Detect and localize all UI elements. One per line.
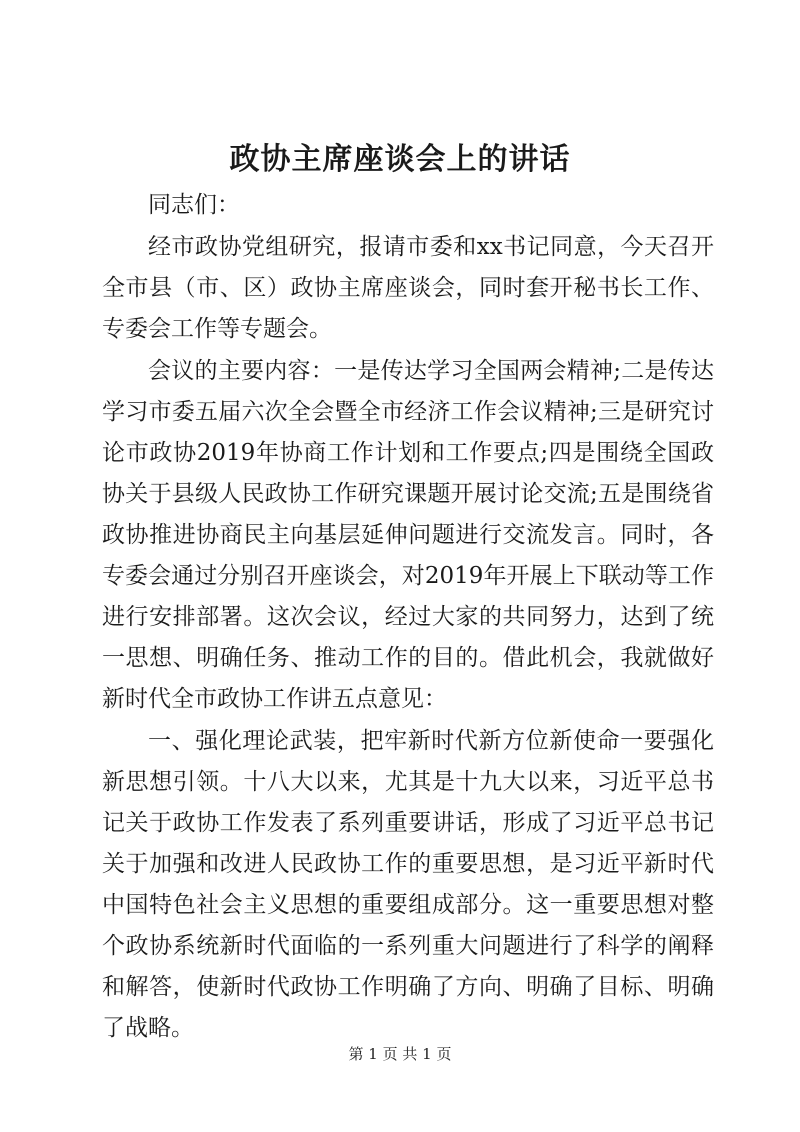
document-body: [102, 185, 714, 1050]
document-title: 政协主席座谈会上的讲话: [229, 142, 571, 177]
paragraph-intro: 经市政协党组研究，报请市委和xx书记同意，今天召开全市县（市、区）政协主席座谈会，同时套开秘书长工作、专委会工作等专题会。: [102, 234, 714, 342]
paragraph-point-one: 一、强化理论武装，把牢新时代新方位新使命一要强化新思想引领。十八大以来，尤其是十九大以来，习近平总书记关于政协工作发表了系列重要讲话，形成了习近平总书记关于加强和改进人民政协工作的重要思想，是习近平新时代中国特色社会主义思想的重要组成部分。这一重要思想对整个政协系统新时代面临的一系列重大问题进行了科学的阐释和解答，使新时代政协工作明确了方向、明确了目标、明确了战略。: [102, 728, 714, 1041]
page-footer: 第 1 页 共 1 页: [348, 1045, 452, 1063]
paragraph-meeting-content: 会议的主要内容：一是传达学习全国两会精神;二是传达学习市委五届六次全会暨全市经济工作会议精神;三是研究讨论市政协2019年协商工作计划和工作要点;四是围绕全国政协关于县级人民政协工作研究课题开展讨论交流;五是围绕省政协推进协商民主向基层延伸问题进行交流发言。同时，各专委会通过分别召开座谈会，对2019年开展上下联动等工作进行安排部署。这次会议，经过大家的共同努力，达到了统一思想、明确任务、推动工作的目的。借此机会，我就做好新时代全市政协工作讲五点意见：: [102, 358, 714, 712]
paragraph-salutation: 同志们：: [148, 192, 240, 218]
